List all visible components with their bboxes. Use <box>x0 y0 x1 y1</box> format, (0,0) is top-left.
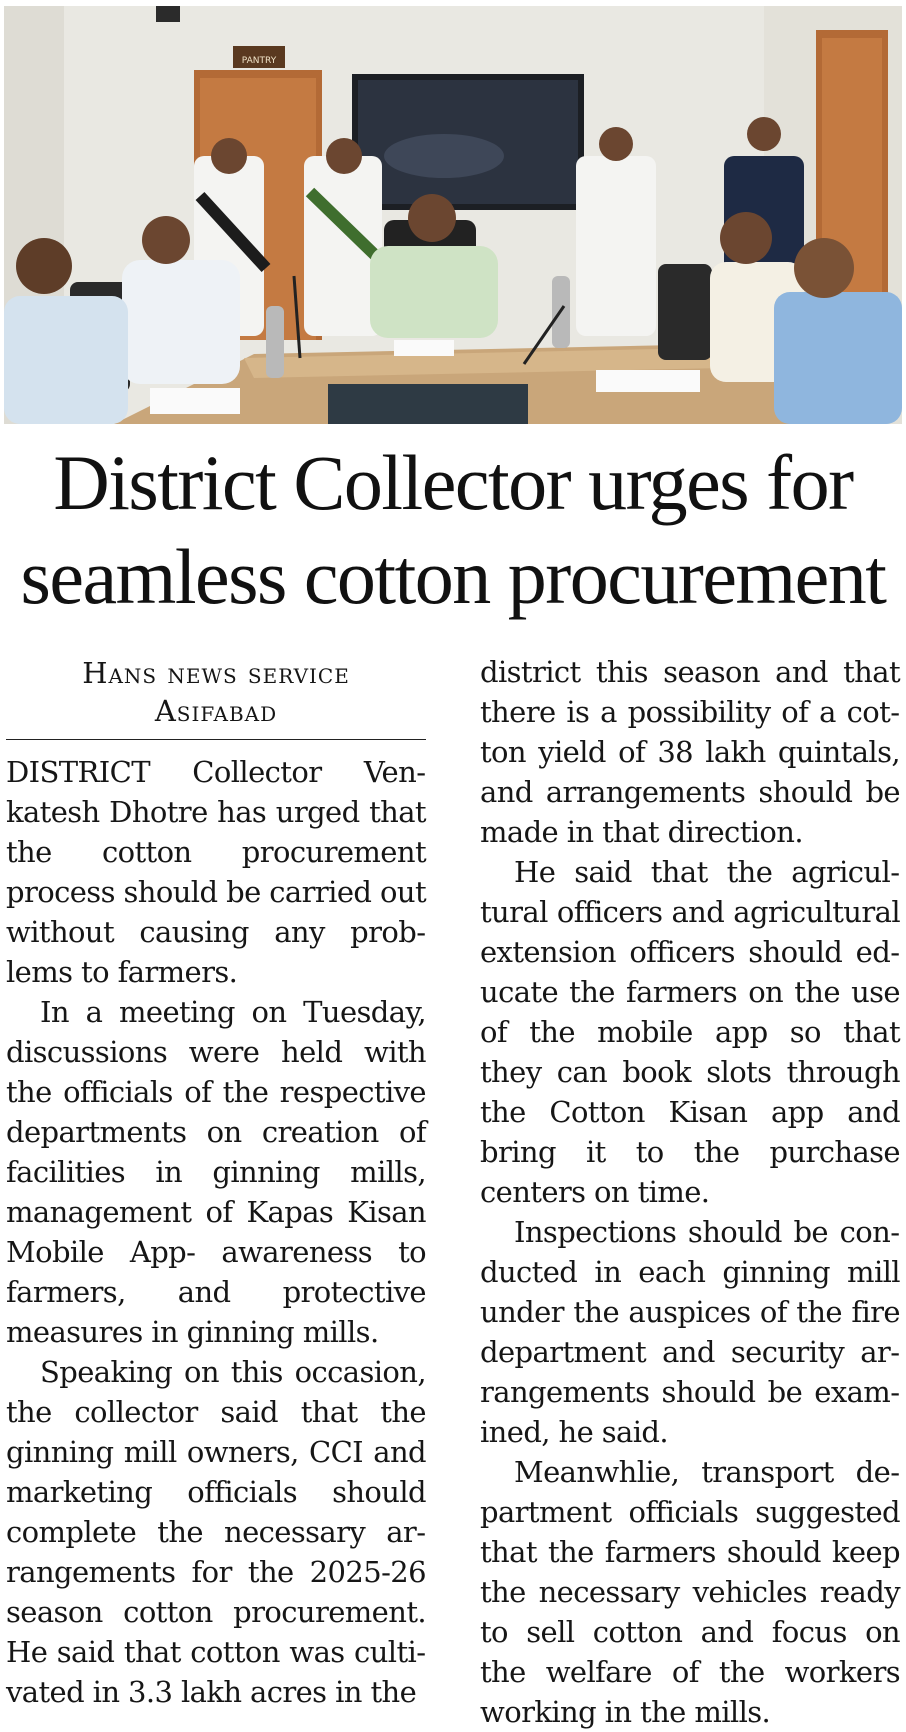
article-photo <box>4 6 902 424</box>
paragraph: Meanwhlie, transport department officials suggested that the farmers should keep the necessary vehicles ready to sell cotton and focus on the welfare of the workers working in the mills. <box>480 1455 900 1729</box>
paragraph: district this season and that there is a possibility of a cotton yield of 38 lakh quintals, and arrangements should be made in that direction. <box>480 655 900 849</box>
pantry-sign: PANTRY <box>241 56 277 66</box>
byline-agency: Hans news service <box>82 656 350 690</box>
headline <box>0 436 906 624</box>
byline-divider <box>6 739 426 740</box>
right-column <box>480 652 900 1732</box>
headline-line: District Collector urges for <box>53 439 853 526</box>
paragraph: DISTRICT Collector Venkatesh Dhotre has urged that the cotton procurement process should be carried out without causing any problems to farmers. <box>6 755 426 989</box>
paragraph: Speaking on this occasion, the collector said that the ginning mill owners, CCI and marketing officials should complete the necessary arrangements for the 2025-26 season cotton procurement. He said that cotton was cultivated in 3.3 lakh acres in the <box>6 1355 426 1709</box>
paragraph: Inspections should be conducted in each ginning mill under the auspices of the fire department and security arrangements should be examined, he said. <box>480 1215 900 1449</box>
paragraph: In a meeting on Tuesday, discussions were held with the officials of the respective departments on creation of facilities in ginning mills, management of Kapas Kisan Mobile App- awareness to farmers, and protective measures in ginning mills. <box>6 995 426 1349</box>
byline <box>6 654 426 730</box>
paragraph: He said that the agricultural officers and agricultural extension officers should educate the farmers on the use of the mobile app so that they can book slots through the Cotton Kisan app and bring it to the purchase centers on time. <box>480 855 900 1209</box>
meeting-room-photo <box>4 6 902 424</box>
headline-line: seamless cotton procurement <box>20 533 886 620</box>
byline-location: Asifabad <box>154 694 278 728</box>
left-column <box>6 654 426 1712</box>
